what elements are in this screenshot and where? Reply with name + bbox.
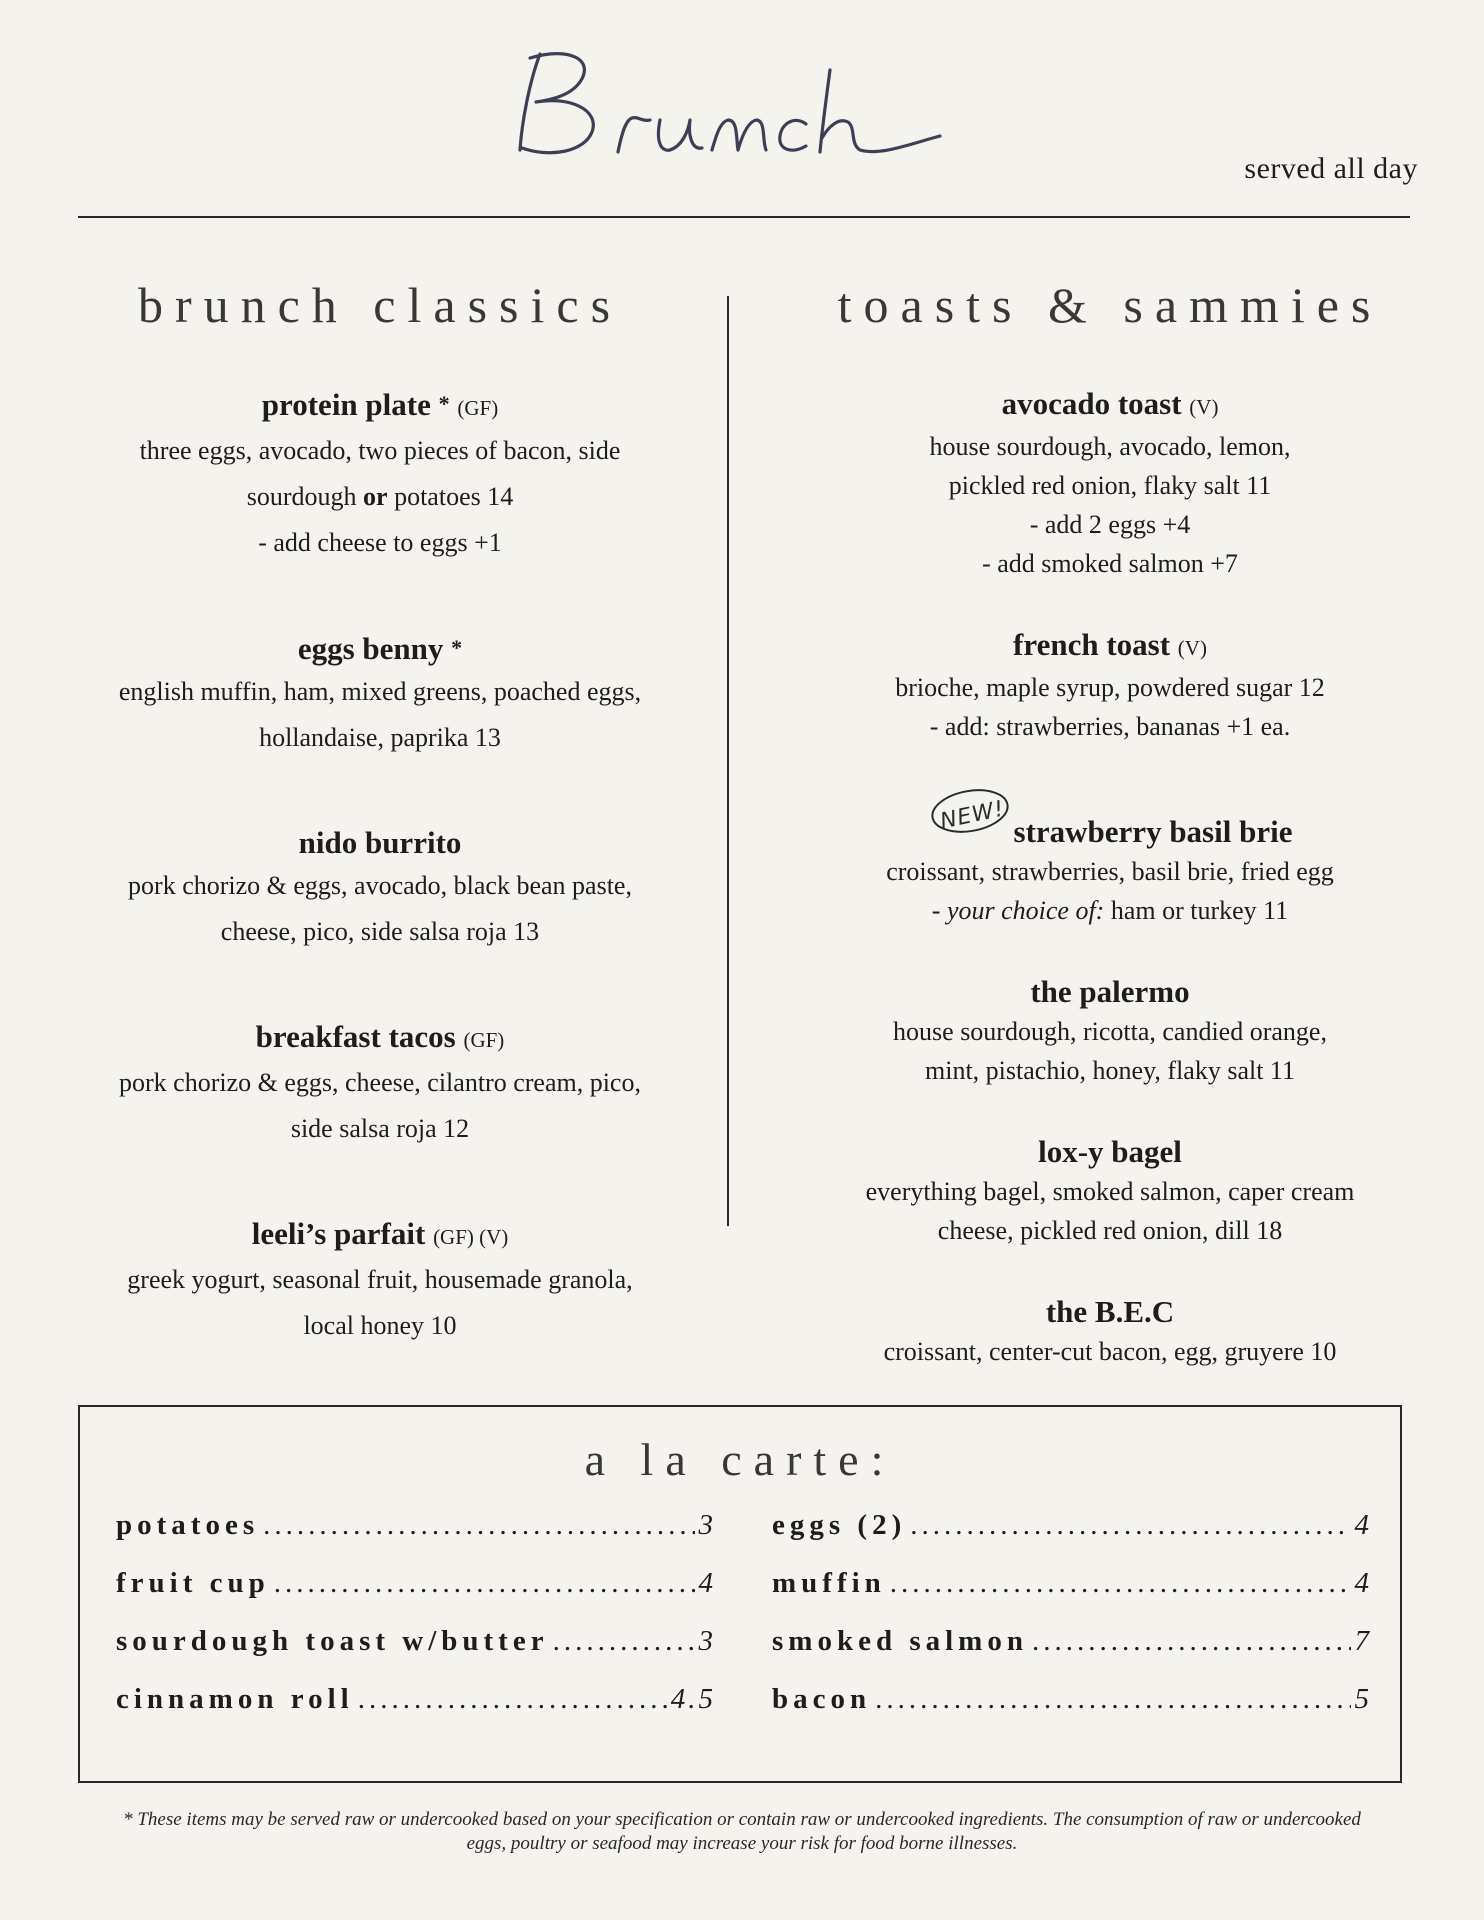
dietary-tag: (GF) — [463, 1028, 505, 1052]
dietary-tag: (V) — [1189, 395, 1219, 419]
menu-item-the-bec — [790, 1292, 1430, 1371]
item-description: local honey 10 — [303, 1311, 457, 1340]
item-description: house sourdough, avocado, lemon, — [929, 432, 1291, 461]
item-name: the palermo — [1030, 974, 1190, 1009]
carte-item-fruit-cup: fruit cup ..... 4 — [116, 1567, 716, 1607]
item-name: eggs benny — [297, 631, 444, 666]
item-description: hollandaise, paprika 13 — [259, 723, 501, 752]
a-la-carte-title: a la carte: — [584, 1434, 896, 1485]
item-addon: - add: strawberries, bananas +1 ea. — [929, 712, 1291, 741]
menu-item-nido-burrito — [70, 823, 690, 955]
brunch-classics-column — [70, 270, 690, 1411]
item-description: croissant, center-cut bacon, egg, gruyere 10 — [883, 1337, 1337, 1366]
section-title-toasts-sammies: toasts & sammies — [837, 277, 1383, 333]
raw-food-disclaimer: * These items may be served raw or undercooked based on your specification or contain raw or undercooked ingredients. The consumption of raw or undercooked eggs, poultry or seafood may increase your risk for food borne illnesses. — [123, 1809, 1361, 1854]
item-description: side salsa roja 12 — [290, 1114, 470, 1143]
item-description: croissant, strawberries, basil brie, fried egg — [886, 857, 1334, 886]
carte-item-potatoes: potatoes ..... 3 — [116, 1509, 716, 1549]
item-name: breakfast tacos — [255, 1019, 456, 1054]
item-description: cheese, pico, side salsa roja 13 — [220, 917, 540, 946]
item-description: cheese, pickled red onion, dill 18 — [937, 1216, 1283, 1245]
raw-warning-star: * — [451, 635, 463, 660]
menu-item-eggs-benny — [70, 628, 690, 761]
carte-item-smoked-salmon: smoked salmon ..... 7 — [772, 1625, 1372, 1665]
a-la-carte-list — [116, 1509, 1372, 1723]
item-addon: - add 2 eggs +4 — [1029, 510, 1191, 539]
carte-item-sourdough-toast: sourdough toast w/butter ..... 3 — [116, 1625, 716, 1665]
item-description: pork chorizo & eggs, cheese, cilantro cream, pico, — [119, 1068, 641, 1097]
menu-item-strawberry-basil-brie — [790, 788, 1430, 930]
item-name: lox-y bagel — [1038, 1134, 1182, 1169]
item-addon: - add cheese to eggs +1 — [258, 528, 502, 557]
brunch-logo — [500, 40, 970, 170]
section-title-brunch-classics: brunch classics — [137, 277, 623, 333]
item-description: mint, pistachio, honey, flaky salt 11 — [925, 1056, 1295, 1085]
dietary-tag: (V) — [1177, 636, 1207, 660]
column-divider — [727, 296, 729, 1226]
item-addon: - add smoked salmon +7 — [982, 549, 1238, 578]
carte-item-eggs: eggs (2) ..... 4 — [772, 1509, 1372, 1549]
item-description: house sourdough, ricotta, candied orange, — [893, 1017, 1327, 1046]
raw-warning-star: * — [438, 391, 450, 416]
item-name: leeli’s parfait — [251, 1216, 426, 1251]
item-choice: - your choice of: ham or turkey 11 — [931, 896, 1289, 925]
menu-item-protein-plate — [70, 384, 690, 566]
a-la-carte-box — [78, 1405, 1402, 1783]
brunch-script-logo — [500, 40, 970, 170]
item-description: sourdough or potatoes 14 — [246, 482, 514, 511]
carte-item-cinnamon-roll: cinnamon roll ..... 4.5 — [116, 1683, 716, 1723]
new-badge — [928, 788, 1012, 834]
dietary-tag: (GF) (V) — [433, 1225, 509, 1249]
item-description: greek yogurt, seasonal fruit, housemade granola, — [127, 1265, 633, 1294]
menu-item-french-toast — [790, 625, 1430, 746]
item-name: strawberry basil brie — [1013, 814, 1293, 849]
menu-item-breakfast-tacos — [70, 1017, 690, 1152]
item-description: english muffin, ham, mixed greens, poached eggs, — [118, 677, 642, 706]
served-all-day: served all day — [1244, 152, 1418, 185]
dietary-tag: (GF) — [457, 396, 499, 420]
menu-item-the-palermo — [790, 972, 1430, 1090]
carte-item-bacon: bacon ..... 5 — [772, 1683, 1372, 1723]
item-name: french toast — [1013, 627, 1171, 662]
header-rule — [78, 216, 1410, 218]
item-name: the B.E.C — [1045, 1294, 1175, 1329]
item-description: everything bagel, smoked salmon, caper cream — [865, 1177, 1355, 1206]
item-description: brioche, maple syrup, powdered sugar 12 — [895, 673, 1325, 702]
carte-item-muffin: muffin ..... 4 — [772, 1567, 1372, 1607]
item-description: pork chorizo & eggs, avocado, black bean paste, — [128, 871, 632, 900]
menu-item-leelis-parfait — [70, 1214, 690, 1349]
item-name: nido burrito — [298, 825, 462, 860]
toasts-sammies-column — [790, 270, 1430, 1413]
new-badge-text: NEW! — [937, 796, 1007, 835]
item-description: pickled red onion, flaky salt 11 — [948, 471, 1272, 500]
item-description: three eggs, avocado, two pieces of bacon, side — [139, 436, 621, 465]
item-name: avocado toast — [1001, 386, 1182, 421]
menu-item-avocado-toast — [790, 384, 1430, 583]
item-name: protein plate — [261, 387, 431, 422]
menu-item-lox-y-bagel — [790, 1132, 1430, 1250]
